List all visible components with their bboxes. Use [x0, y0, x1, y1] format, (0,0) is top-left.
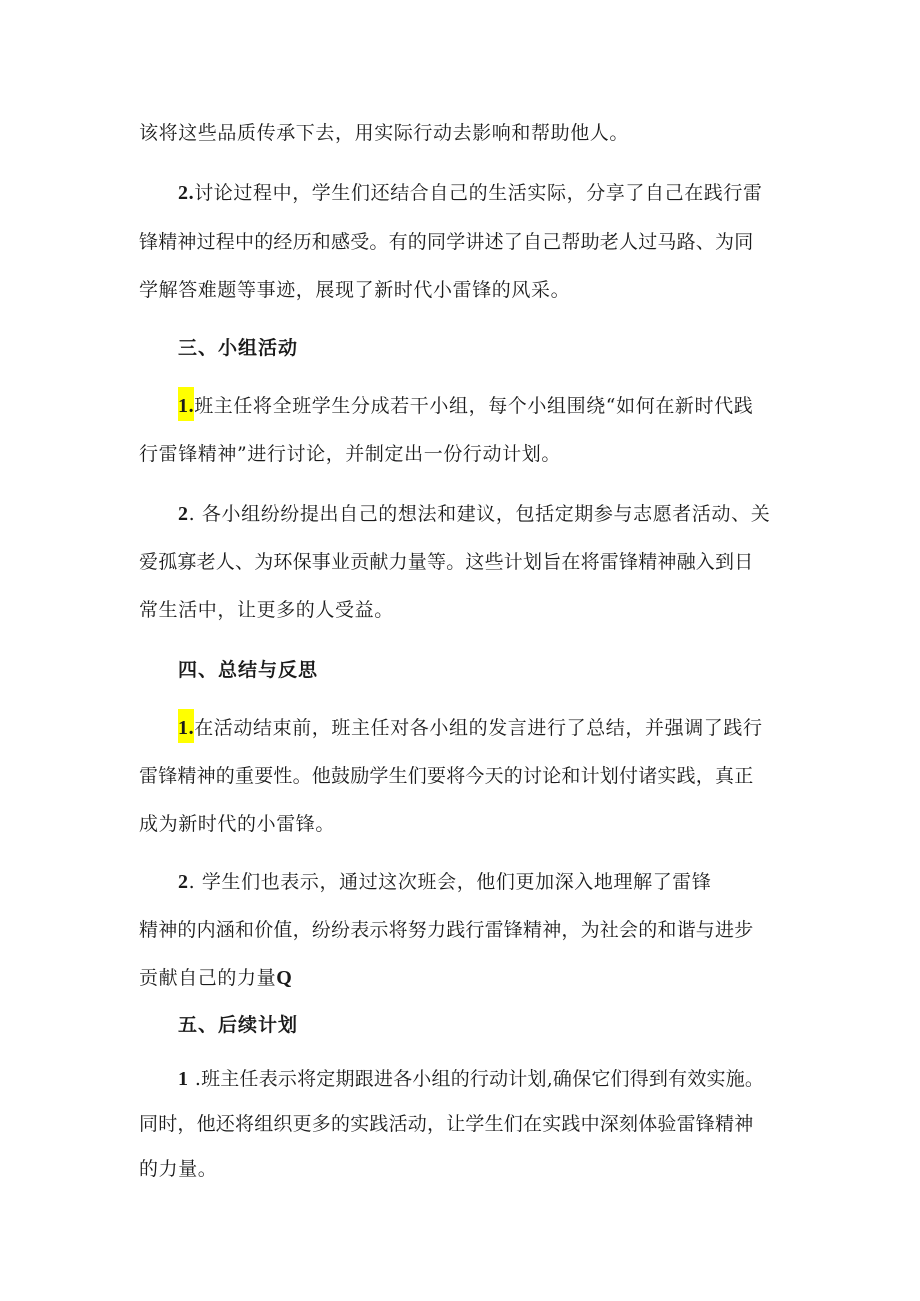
line-text: 雷锋精神的重要性。他鼓励学生们要将今天的讨论和计划付诸实践，真正	[139, 765, 754, 787]
text-line	[139, 549, 799, 575]
line-text: 精神的内涵和价值，纷纷表示将努力践行雷锋精神，为社会的和谐与进步	[139, 919, 754, 941]
line-text: .班主任表示将定期跟进各小组的行动计划,确保它们得到有效实施。	[188, 1068, 765, 1090]
section-heading	[178, 657, 838, 683]
line-text: 班主任将全班学生分成若干小组，每个小组围绕“如何在新时代践	[194, 395, 754, 417]
heading-text: 五、后续计划	[178, 1014, 299, 1036]
list-number: 2	[178, 871, 189, 893]
line-text: 学解答难题等事迹，展现了新时代小雷锋的风采。	[139, 279, 571, 301]
text-line	[139, 229, 799, 255]
line-text: 爱孤寡老人、为环保事业贡献力量等。这些计划旨在将雷锋精神融入到日	[139, 551, 754, 573]
text-line	[139, 277, 799, 303]
highlighted-list-number: 1.	[178, 387, 194, 421]
line-text: 行雷锋精神”进行讨论，并制定出一份行动计划。	[139, 443, 561, 465]
list-number: 1	[178, 1068, 189, 1090]
line-text: . 各小组纷纷提出自己的想法和建议，包括定期参与志愿者活动、关	[188, 503, 771, 525]
list-number: 2	[178, 503, 189, 525]
line-text: 同时，他还将组织更多的实践活动，让学生们在实践中深刻体验雷锋精神	[139, 1113, 754, 1135]
text-line	[139, 597, 799, 623]
text-line	[139, 763, 799, 789]
paragraph-first-line	[178, 180, 838, 206]
line-text: 该将这些品质传承下去，用实际行动去影响和帮助他人。	[139, 122, 630, 144]
section-heading	[178, 335, 838, 361]
line-text: 常生活中，让更多的人受益。	[139, 599, 394, 621]
text-line	[139, 965, 799, 991]
paragraph-first-line	[178, 715, 838, 741]
line-text: 在活动结束前，班主任对各小组的发言进行了总结，并强调了践行	[194, 717, 763, 739]
highlighted-list-number: 1.	[178, 709, 194, 743]
text-line	[139, 811, 799, 837]
line-text: . 学生们也表示，通过这次班会，他们更加深入地理解了雷锋	[188, 871, 712, 893]
text-line	[139, 120, 799, 146]
line-end-mark: Q	[276, 967, 293, 989]
line-text: 讨论过程中，学生们还结合自己的生活实际，分享了自己在践行雷	[194, 182, 763, 204]
list-number: 2.	[178, 182, 195, 204]
heading-text: 三、小组活动	[178, 337, 299, 359]
text-line	[139, 1111, 799, 1137]
paragraph-first-line	[178, 393, 838, 419]
line-text: 贡献自己的力量	[139, 967, 277, 989]
text-line	[139, 441, 799, 467]
heading-text: 四、总结与反思	[178, 659, 319, 681]
text-line	[139, 917, 799, 943]
line-text: 成为新时代的小雷锋。	[139, 813, 336, 835]
paragraph-first-line	[178, 501, 838, 527]
paragraph-first-line	[178, 869, 838, 895]
line-text: 的力量。	[139, 1158, 218, 1180]
paragraph-first-line	[178, 1066, 838, 1092]
line-text: 锋精神过程中的经历和感受。有的同学讲述了自己帮助老人过马路、为同	[139, 231, 754, 253]
text-line	[139, 1156, 799, 1182]
section-heading	[178, 1012, 838, 1038]
